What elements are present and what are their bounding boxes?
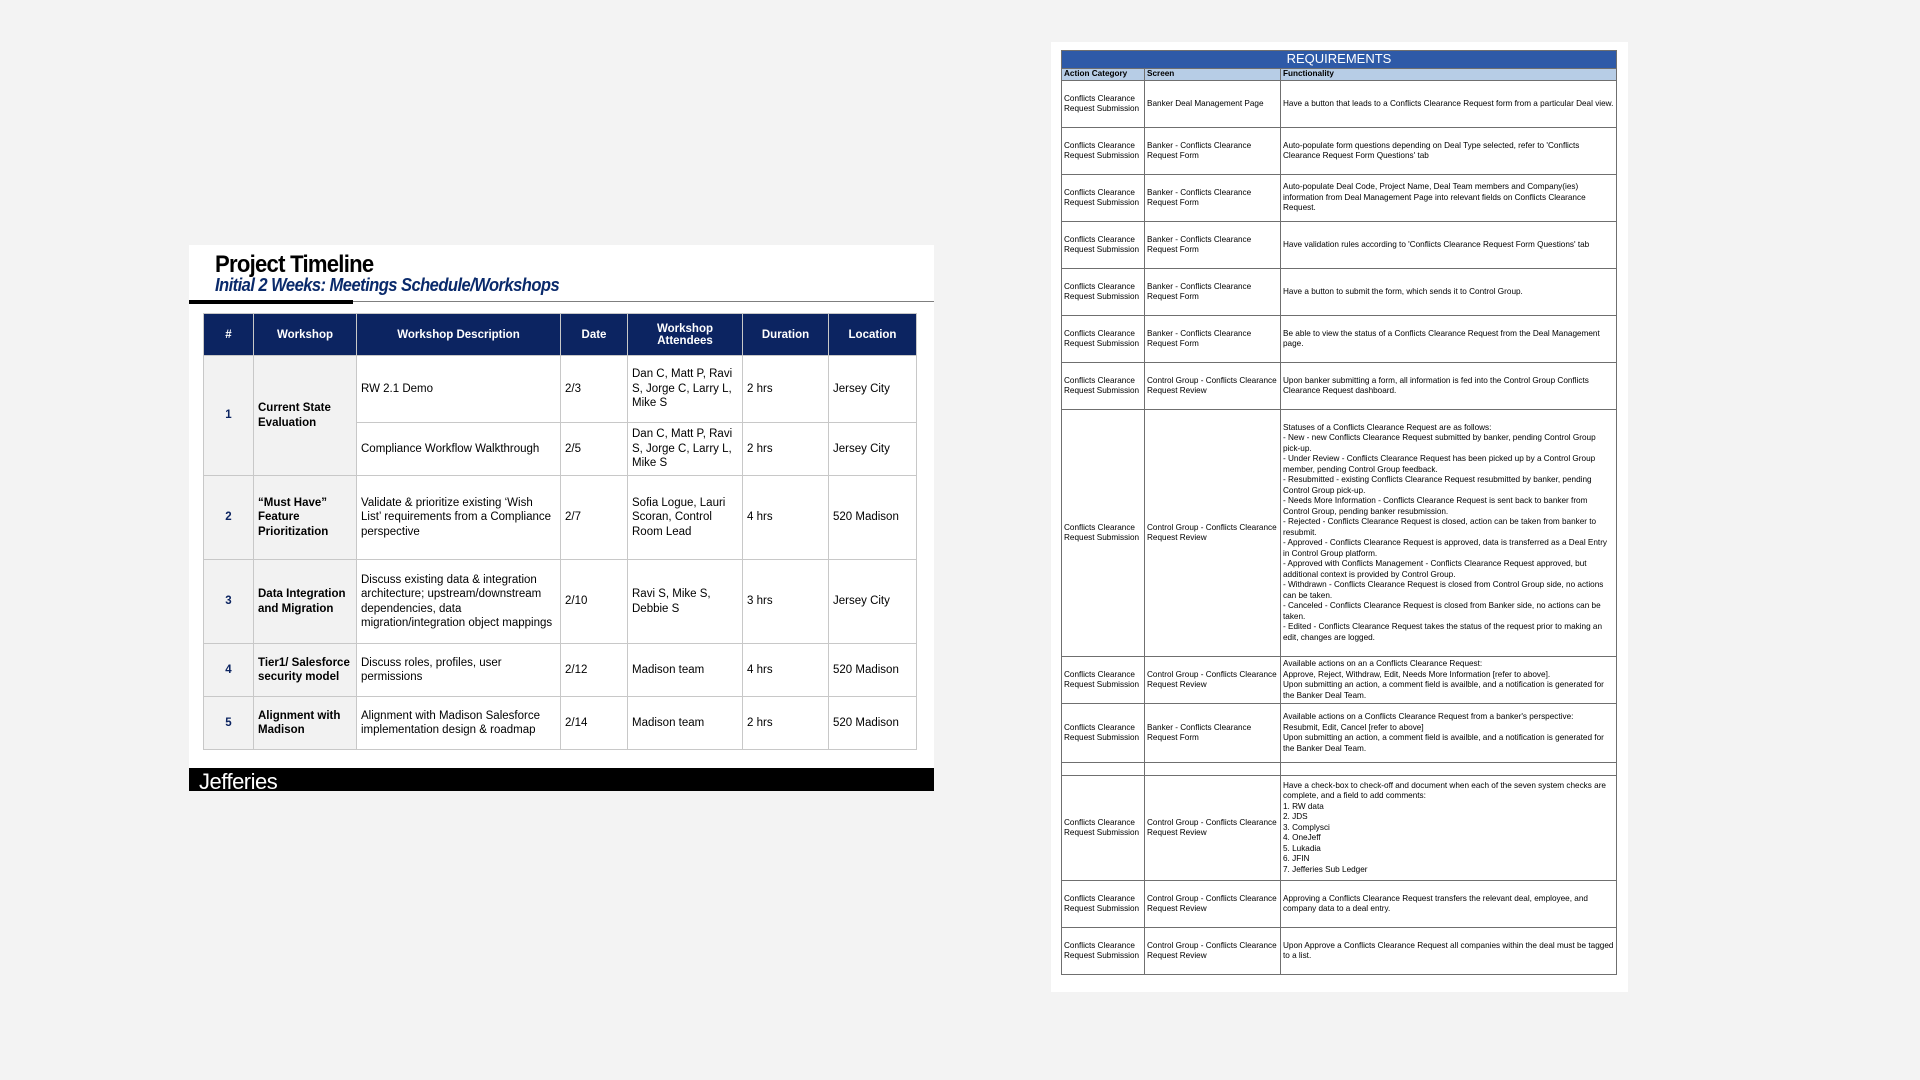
table-header-row — [204, 314, 917, 356]
functionality-cell: Auto-populate Deal Code, Project Name, Deal Team members and Company(ies) information from Deal Management Page into relevant fields on Conflicts Clearance Request. — [1281, 175, 1617, 222]
action-category-cell: Conflicts Clearance Request Submission — [1062, 128, 1145, 175]
row-number: 5 — [204, 697, 254, 750]
requirements-document — [1051, 42, 1628, 992]
column-header: Workshop — [254, 314, 357, 356]
column-header: Workshop Attendees — [628, 314, 743, 356]
action-category-cell: Conflicts Clearance Request Submission — [1062, 175, 1145, 222]
table-row — [1062, 81, 1617, 128]
screen-cell — [1145, 763, 1281, 776]
screen-cell: Banker - Conflicts Clearance Request Form — [1145, 175, 1281, 222]
workshop-description: Discuss roles, profiles, user permissions — [357, 644, 561, 697]
action-category-cell: Conflicts Clearance Request Submission — [1062, 222, 1145, 269]
workshop-location: Jersey City — [829, 356, 917, 423]
brand-logo-text: Jefferies — [199, 769, 278, 794]
action-category-cell: Conflicts Clearance Request Submission — [1062, 410, 1145, 657]
project-timeline-slide — [189, 245, 934, 794]
workshop-location: Jersey City — [829, 560, 917, 644]
functionality-cell: Have a button that leads to a Conflicts Clearance Request form from a particular Deal view. — [1281, 81, 1617, 128]
workshop-date: 2/3 — [561, 356, 628, 423]
column-header: Workshop Description — [357, 314, 561, 356]
table-row — [1062, 763, 1617, 776]
functionality-cell — [1281, 763, 1617, 776]
row-number: 2 — [204, 476, 254, 560]
table-row — [1062, 269, 1617, 316]
workshop-schedule-table — [203, 313, 917, 750]
screen-cell: Control Group - Conflicts Clearance Request Review — [1145, 363, 1281, 410]
screen-cell: Control Group - Conflicts Clearance Request Review — [1145, 881, 1281, 928]
slide-footer — [189, 768, 934, 794]
slide-title: Project Timeline — [215, 251, 374, 278]
workshop-duration: 2 hrs — [743, 356, 829, 423]
requirements-title: REQUIREMENTS — [1062, 51, 1617, 69]
workshop-date: 2/12 — [561, 644, 628, 697]
workshop-duration: 2 hrs — [743, 697, 829, 750]
requirements-header-row — [1062, 69, 1617, 81]
table-row — [204, 476, 917, 560]
column-header: Action Category — [1062, 69, 1145, 81]
workshop-date: 2/7 — [561, 476, 628, 560]
workshop-attendees: Sofia Logue, Lauri Scoran, Control Room Lead — [628, 476, 743, 560]
column-header: Date — [561, 314, 628, 356]
action-category-cell: Conflicts Clearance Request Submission — [1062, 776, 1145, 881]
action-category-cell: Conflicts Clearance Request Submission — [1062, 704, 1145, 763]
workshop-date: 2/5 — [561, 423, 628, 476]
row-number: 4 — [204, 644, 254, 697]
workshop-name: Alignment with Madison — [254, 697, 357, 750]
table-row — [1062, 657, 1617, 704]
requirements-table — [1061, 50, 1617, 975]
row-number: 3 — [204, 560, 254, 644]
table-row — [1062, 363, 1617, 410]
functionality-cell: Available actions on an a Conflicts Clearance Request: Approve, Reject, Withdraw, Edit, Needs More Information [refer to above]. Upon submitting an action, a comment field is availble, and a notification is generated for the Banker Deal Team. — [1281, 657, 1617, 704]
action-category-cell: Conflicts Clearance Request Submission — [1062, 881, 1145, 928]
workshop-name: Current State Evaluation — [254, 356, 357, 476]
workshop-description: Discuss existing data & integration architecture; upstream/downstream dependencies, data migration/integration object mappings — [357, 560, 561, 644]
workshop-description: Compliance Workflow Walkthrough — [357, 423, 561, 476]
table-row — [1062, 128, 1617, 175]
workshop-description: Validate & prioritize existing ‘Wish List’ requirements from a Compliance perspective — [357, 476, 561, 560]
screen-cell: Banker - Conflicts Clearance Request Form — [1145, 222, 1281, 269]
column-header: Functionality — [1281, 69, 1617, 81]
action-category-cell: Conflicts Clearance Request Submission — [1062, 81, 1145, 128]
screen-cell: Control Group - Conflicts Clearance Request Review — [1145, 776, 1281, 881]
functionality-cell: Have validation rules according to 'Conflicts Clearance Request Form Questions' tab — [1281, 222, 1617, 269]
functionality-cell: Upon banker submitting a form, all information is fed into the Control Group Conflicts Clearance Request dashboard. — [1281, 363, 1617, 410]
workshop-duration: 3 hrs — [743, 560, 829, 644]
requirements-title-row — [1062, 51, 1617, 69]
functionality-cell: Statuses of a Conflicts Clearance Request are as follows: - New - new Conflicts Clearance Request submitted by banker, pending Control Group pick-up. - Under Review - Conflicts Clearance Request has been picked up by a Control Group member, pending Control Group feedback. - Resubmitted - existing Conflicts Clearance Request resubmitted by banker, pending Control Group pick-up. - Needs More Information - Conflicts Clearance Request is sent back to banker from Control Group, pending banker resubmission. - Rejected - Conflicts Clearance Request is closed, action can be taken from banker to resubmit. - Approved - Conflicts Clearance Request is approved, data is transferred as a Deal Entry in Control Group platform. - Approved with Conflicts Management - Conflicts Clearance Request approved, but additional context is provided by Control Group. - Withdrawn - Conflicts Clearance Request is closed from Control Group side, no actions can be taken. - Canceled - Conflicts Clearance Request is closed from Banker side, no actions can be taken. - Edited - Conflicts Clearance Request takes the status of the request prior to making an edit, changes are logged. — [1281, 410, 1617, 657]
workshop-attendees: Dan C, Matt P, Ravi S, Jorge C, Larry L, Mike S — [628, 423, 743, 476]
functionality-cell: Upon Approve a Conflicts Clearance Request all companies within the deal must be tagged to a list. — [1281, 928, 1617, 975]
table-row — [204, 560, 917, 644]
action-category-cell: Conflicts Clearance Request Submission — [1062, 657, 1145, 704]
workshop-name: Tier1/ Salesforce security model — [254, 644, 357, 697]
column-header: Duration — [743, 314, 829, 356]
action-category-cell: Conflicts Clearance Request Submission — [1062, 928, 1145, 975]
table-row — [1062, 776, 1617, 881]
table-row — [204, 356, 917, 423]
workshop-duration: 2 hrs — [743, 423, 829, 476]
workshop-date: 2/14 — [561, 697, 628, 750]
column-header: # — [204, 314, 254, 356]
table-row — [1062, 704, 1617, 763]
table-row — [1062, 881, 1617, 928]
row-number: 1 — [204, 356, 254, 476]
table-row — [1062, 175, 1617, 222]
functionality-cell: Available actions on a Conflicts Clearance Request from a banker's perspective: Resubmit, Edit, Cancel [refer to above] Upon submitting an action, a comment field is availble, and a notification is generated for the Banker Deal Team. — [1281, 704, 1617, 763]
screen-cell: Control Group - Conflicts Clearance Request Review — [1145, 928, 1281, 975]
workshop-location: Jersey City — [829, 423, 917, 476]
workshop-location: 520 Madison — [829, 697, 917, 750]
workshop-description: Alignment with Madison Salesforce implementation design & roadmap — [357, 697, 561, 750]
column-header: Location — [829, 314, 917, 356]
title-accent-bar — [189, 300, 353, 304]
functionality-cell: Approving a Conflicts Clearance Request transfers the relevant deal, employee, and company data to a deal entry. — [1281, 881, 1617, 928]
screen-cell: Banker - Conflicts Clearance Request Form — [1145, 704, 1281, 763]
screen-cell: Banker Deal Management Page — [1145, 81, 1281, 128]
workshop-attendees: Madison team — [628, 697, 743, 750]
table-row — [204, 697, 917, 750]
workshop-description: RW 2.1 Demo — [357, 356, 561, 423]
table-row — [1062, 410, 1617, 657]
action-category-cell: Conflicts Clearance Request Submission — [1062, 316, 1145, 363]
functionality-cell: Auto-populate form questions depending on Deal Type selected, refer to 'Conflicts Clearance Request Form Questions' tab — [1281, 128, 1617, 175]
workshop-duration: 4 hrs — [743, 644, 829, 697]
workshop-attendees: Ravi S, Mike S, Debbie S — [628, 560, 743, 644]
screen-cell: Banker - Conflicts Clearance Request Form — [1145, 128, 1281, 175]
table-row — [1062, 222, 1617, 269]
action-category-cell: Conflicts Clearance Request Submission — [1062, 269, 1145, 316]
functionality-cell: Be able to view the status of a Conflicts Clearance Request from the Deal Management page. — [1281, 316, 1617, 363]
screen-cell: Banker - Conflicts Clearance Request Form — [1145, 269, 1281, 316]
screen-cell: Banker - Conflicts Clearance Request Form — [1145, 316, 1281, 363]
workshop-attendees: Madison team — [628, 644, 743, 697]
workshop-location: 520 Madison — [829, 476, 917, 560]
workshop-date: 2/10 — [561, 560, 628, 644]
screen-cell: Control Group - Conflicts Clearance Request Review — [1145, 410, 1281, 657]
functionality-cell: Have a check-box to check-off and document when each of the seven system checks are complete, and a field to add comments: 1. RW data 2. JDS 3. Complysci 4. OneJeff 5. Lukadia 6. JFIN 7. Jefferies Sub Ledger — [1281, 776, 1617, 881]
table-row — [1062, 316, 1617, 363]
workshop-duration: 4 hrs — [743, 476, 829, 560]
column-header: Screen — [1145, 69, 1281, 81]
table-row — [1062, 928, 1617, 975]
functionality-cell: Have a button to submit the form, which sends it to Control Group. — [1281, 269, 1617, 316]
screen-cell: Control Group - Conflicts Clearance Request Review — [1145, 657, 1281, 704]
workshop-name: “Must Have” Feature Prioritization — [254, 476, 357, 560]
action-category-cell — [1062, 763, 1145, 776]
slide-subtitle: Initial 2 Weeks: Meetings Schedule/Workshops — [215, 275, 560, 295]
workshop-name: Data Integration and Migration — [254, 560, 357, 644]
table-row — [204, 644, 917, 697]
action-category-cell: Conflicts Clearance Request Submission — [1062, 363, 1145, 410]
workshop-attendees: Dan C, Matt P, Ravi S, Jorge C, Larry L, Mike S — [628, 356, 743, 423]
workshop-location: 520 Madison — [829, 644, 917, 697]
